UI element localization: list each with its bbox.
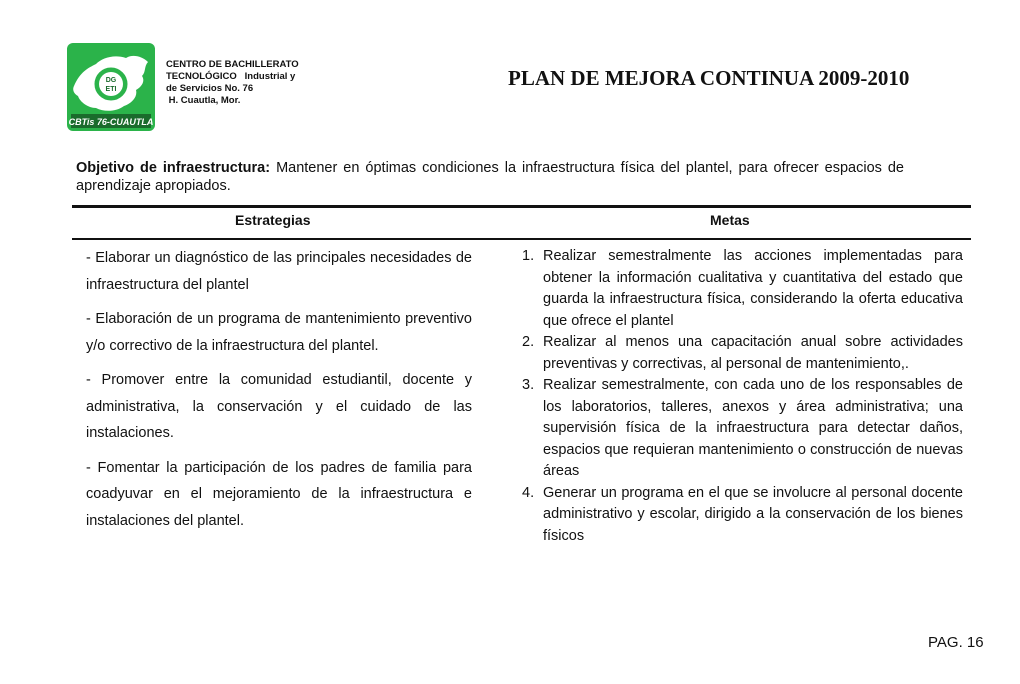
school-line: de Servicios No. 76 [166, 83, 254, 94]
strategy-item: - Fomentar la participación de los padres de familia para coadyuvar en el mejoramiento de la infraestructura e instalaciones del plantel. [86, 459, 472, 529]
goal-text: Realizar semestralmente, con cada uno de los responsables de los laboratorios, talleres, anexos y área administrativa; una supervisión física de la infraestructura para detectar daños, espacios que requieran mantenimiento o construcción de nuevas áreas [543, 377, 963, 479]
objective-paragraph [76, 159, 904, 195]
school-line: TECNOLÓGICO Industrial y [166, 71, 296, 82]
strategy-item: - Elaboración de un programa de mantenimiento preventivo y/o correctivo de la infraestructura del plantel. [86, 311, 472, 354]
goal-item [522, 483, 963, 548]
svg-text:DG: DG [105, 77, 117, 84]
goal-item [522, 332, 963, 375]
goals-column [522, 246, 963, 547]
objective-text: Mantener en óptimas condiciones la infraestructura física del plantel, para ofrecer espacios de aprendizaje apropiados. [76, 160, 904, 194]
goal-number: 2. [522, 334, 535, 350]
school-line: H. Cuautla, Mor. [166, 95, 241, 106]
school-logo [66, 42, 156, 132]
goal-item [522, 246, 963, 332]
strategies-header: Estrategias [235, 212, 311, 228]
goal-number: 3. [522, 377, 535, 393]
page-number: PAG. 16 [928, 634, 984, 651]
objective-label: Objetivo de infraestructura: [76, 160, 271, 176]
strategies-column [86, 245, 472, 542]
page-title: PLAN DE MEJORA CONTINUA 2009-2010 [508, 66, 910, 90]
school-line: CENTRO DE BACHILLERATO [166, 59, 299, 70]
strategy-item: - Promover entre la comunidad estudiantil, docente y administrativa, la conservación y el cuidado de las instalaciones. [86, 372, 472, 441]
goal-text: Generar un programa en el que se involucre al personal docente administrativo y escolar, dirigido a la conservación de los bienes físicos [543, 484, 963, 544]
svg-text:ETI: ETI [105, 86, 117, 93]
goal-number: 4. [522, 484, 535, 501]
goal-text: Realizar semestralmente las acciones implementadas para obtener la información cualitativa y cuantitativa del estado que guarda la infraestructura física, considerando la oferta educativa que ofrece el plantel [543, 248, 963, 329]
svg-text:CBTis 76-CUAUTLA: CBTis 76-CUAUTLA [68, 117, 154, 127]
goal-text: Realizar al menos una capacitación anual sobre actividades preventivas y correctivas, al personal de mantenimiento,. [543, 334, 963, 372]
table-header-rule [72, 238, 971, 240]
strategy-item: - Elaborar un diagnóstico de las principales necesidades de infraestructura del plantel [86, 250, 472, 293]
goal-item [522, 375, 963, 483]
goals-header: Metas [710, 212, 750, 228]
table-top-rule [72, 205, 971, 208]
goal-number: 1. [522, 248, 535, 264]
school-name [166, 59, 299, 107]
